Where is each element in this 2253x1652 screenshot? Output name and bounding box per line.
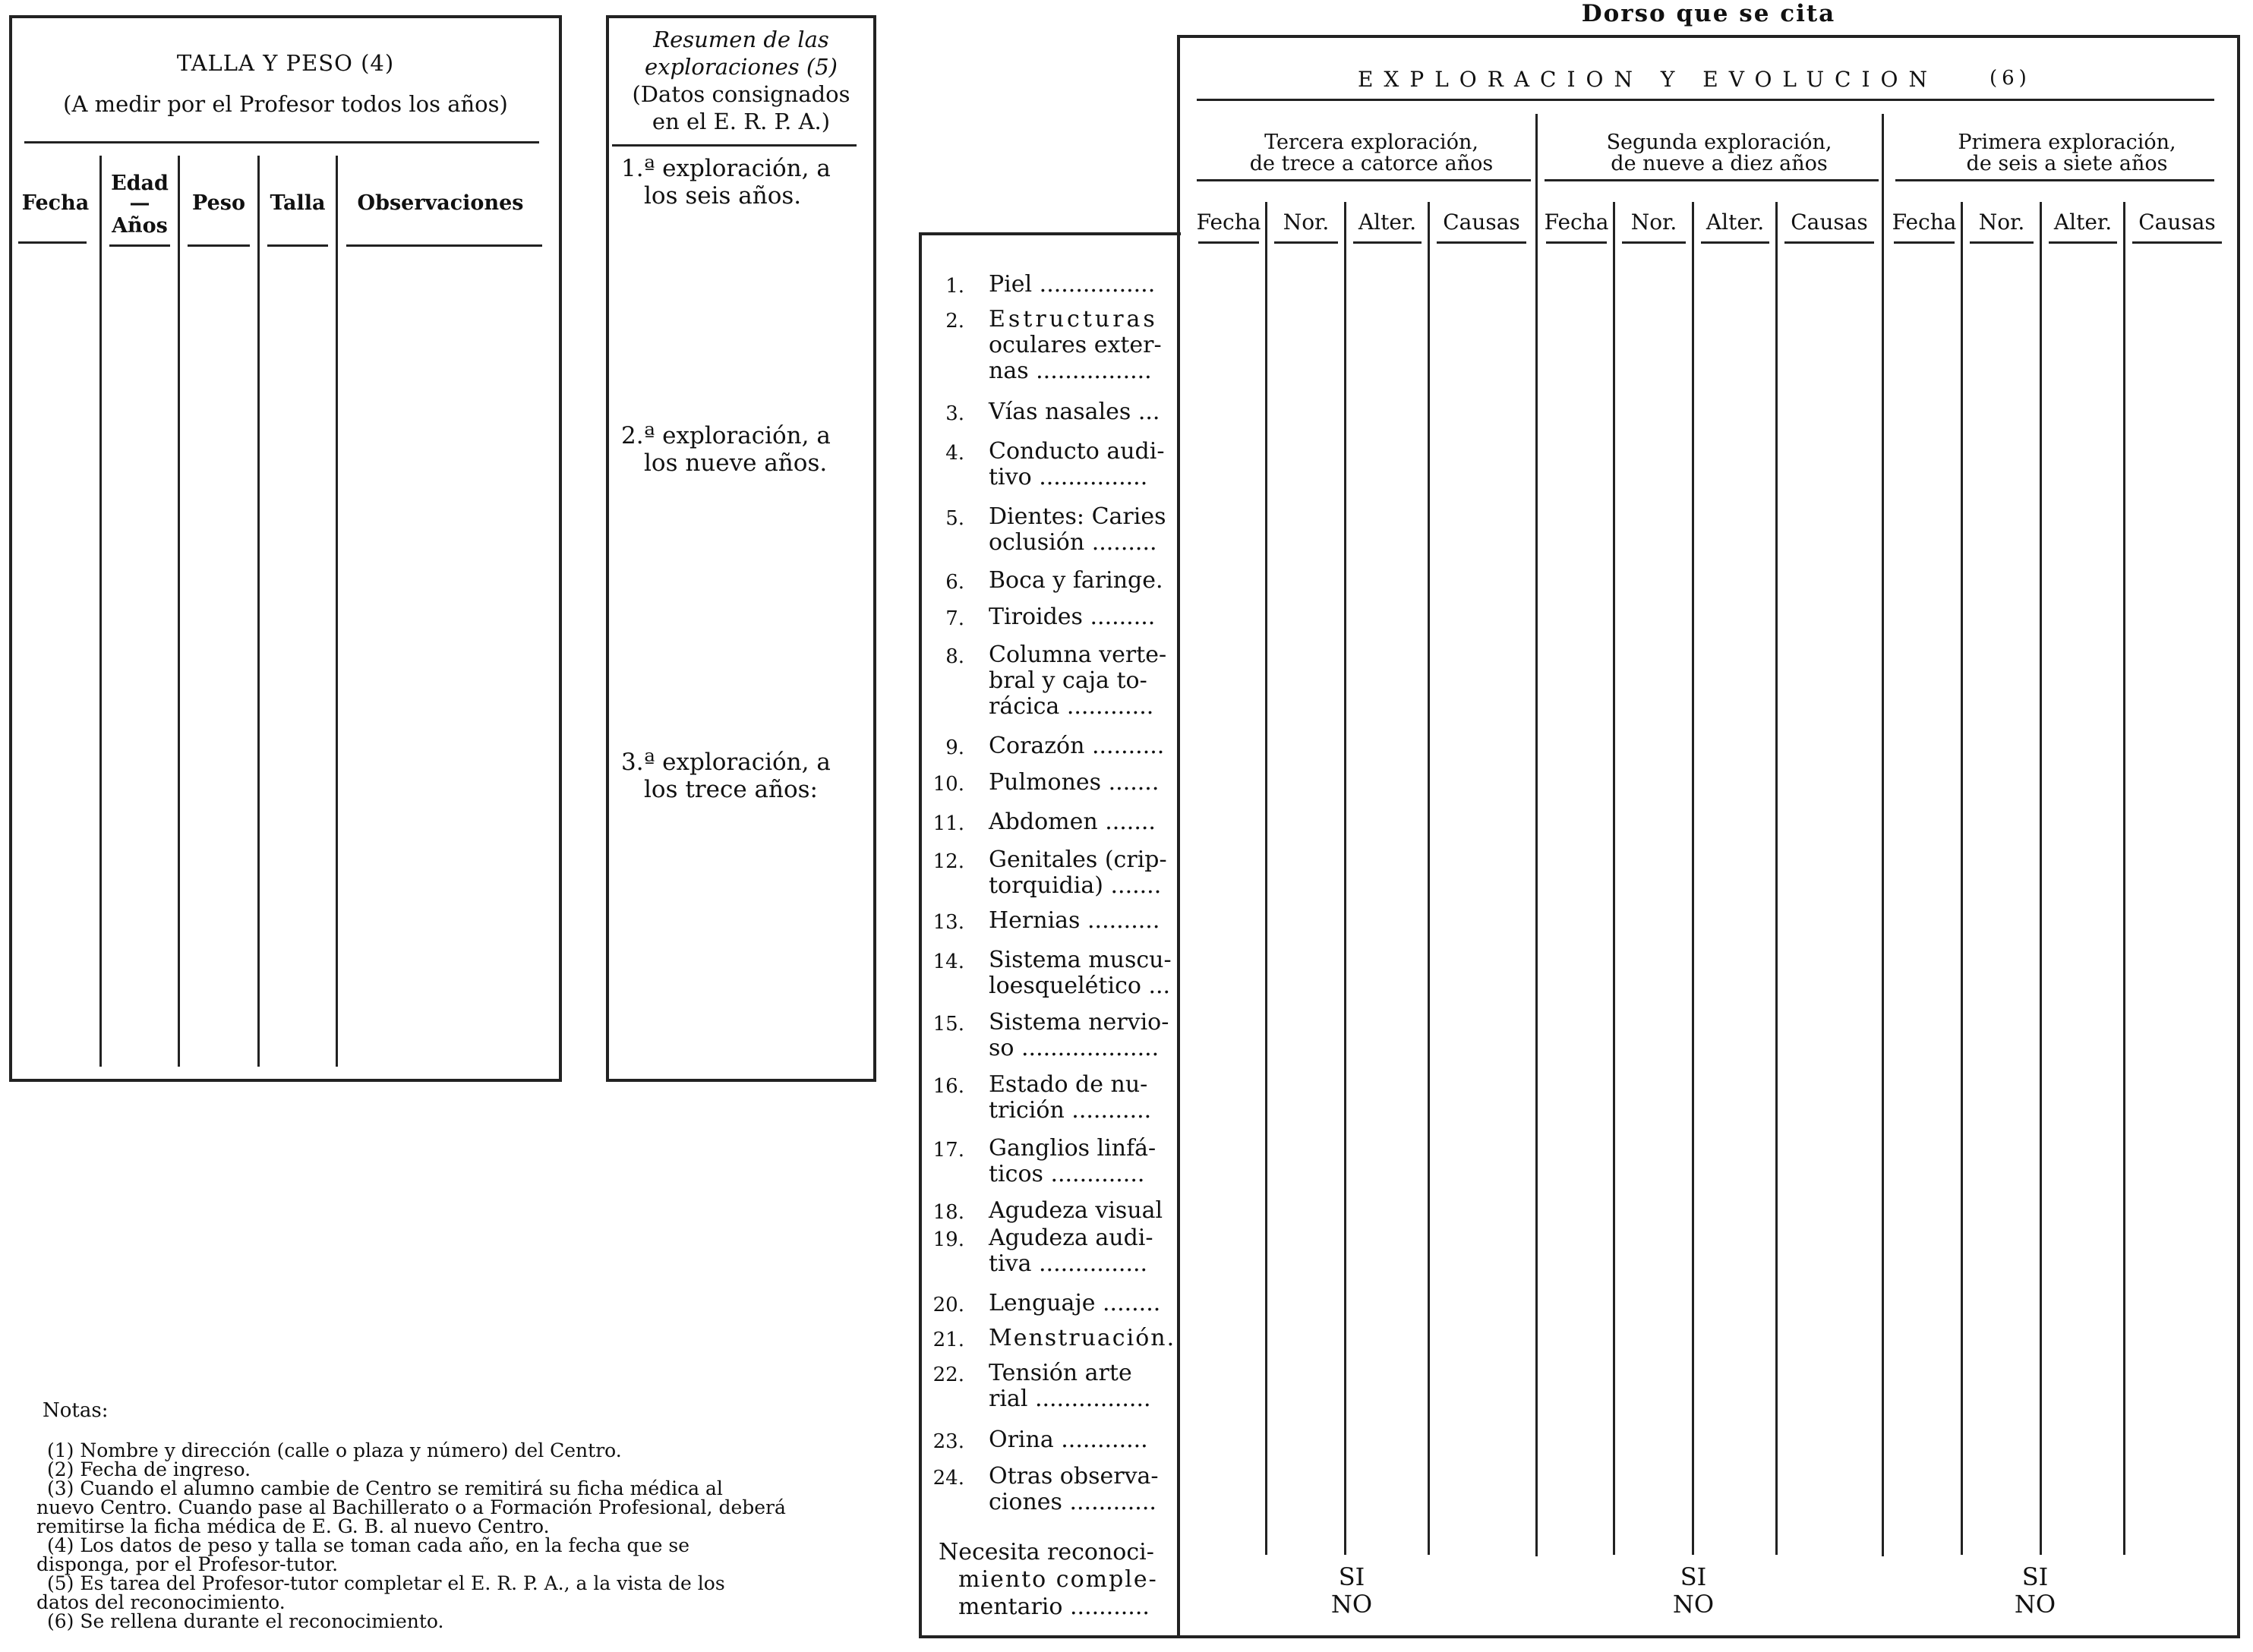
- group-sep: [1882, 114, 1884, 1556]
- col-sep: [1692, 202, 1694, 1555]
- notas-list: [36, 1441, 887, 1631]
- item-label: nas ................: [989, 358, 1152, 384]
- item-label: loesquelético ...: [989, 973, 1171, 999]
- item-label: Conducto audi-: [989, 438, 1165, 465]
- col-sep: [1428, 202, 1430, 1555]
- col-underline: [346, 244, 542, 247]
- col-underline: [267, 244, 328, 247]
- col-header-underline: [1784, 241, 1874, 244]
- group-rule: [1197, 179, 1531, 181]
- item-label: oclusión .........: [989, 529, 1157, 556]
- nota-line: (2) Fecha de ingreso.: [47, 1458, 251, 1480]
- item-number: 11.: [932, 812, 964, 835]
- talla-peso-box: [9, 15, 562, 1082]
- item-label: tivo ...............: [989, 464, 1148, 490]
- item-label: torquidia) .......: [989, 872, 1162, 899]
- resumen-item-3-b: los trece años:: [644, 776, 818, 803]
- nota-line: (1) Nombre y dirección (calle o plaza y número) del Centro.: [47, 1439, 622, 1461]
- notas-title: Notas:: [43, 1399, 109, 1422]
- item-label: Columna verte-: [989, 642, 1167, 668]
- resumen-item-1-b: los seis años.: [644, 182, 802, 210]
- col-header-underline: [1546, 241, 1607, 244]
- item-number: 13.: [932, 911, 964, 934]
- item-label: Tiroides .........: [989, 604, 1156, 630]
- group-tercera-2: de trece a catorce años: [1249, 152, 1494, 175]
- col-fecha: Fecha: [21, 191, 90, 215]
- col-header-underline: [2049, 241, 2117, 244]
- item-label: Boca y faringe.: [989, 567, 1163, 594]
- resumen-item-3-a: 3.ª exploración, a: [621, 749, 831, 776]
- col-header-underline: [1353, 241, 1422, 244]
- resumen-header-rule: [612, 144, 857, 147]
- item-number: 16.: [932, 1075, 964, 1098]
- item-number: 2.: [945, 310, 964, 333]
- col-header-alter: Alter.: [2053, 210, 2113, 235]
- resumen-item-2-a: 2.ª exploración, a: [621, 422, 831, 449]
- col-observaciones: Observaciones: [357, 191, 524, 215]
- nota-line: (4) Los datos de peso y talla se toman cada año, en la fecha que se: [47, 1534, 690, 1556]
- col-header-causas: Causas: [1443, 210, 1520, 235]
- item-label: Agudeza audi-: [989, 1225, 1153, 1251]
- col-header-underline: [1701, 241, 1769, 244]
- group-rule: [1895, 179, 2214, 181]
- resumen-header-3: (Datos consignados: [632, 81, 850, 107]
- nota-line: (6) Se rellena durante el reconocimiento.: [47, 1610, 444, 1632]
- group-segunda-2: de nueve a diez años: [1611, 152, 1828, 175]
- item-number: 24.: [932, 1467, 964, 1490]
- item-label: Otras observa-: [989, 1463, 1159, 1490]
- necesita-line-3: mentario ...........: [958, 1594, 1150, 1620]
- col-peso: Peso: [192, 191, 245, 215]
- item-number: 9.: [945, 736, 964, 759]
- group-primera-1: Primera exploración,: [1958, 131, 2176, 154]
- item-label: Lenguaje ........: [989, 1290, 1161, 1316]
- dorso-bottom-rule: [919, 1635, 2240, 1638]
- no-segunda: NO: [1672, 1590, 1715, 1619]
- col-talla: Talla: [270, 191, 326, 215]
- col-sep: [1613, 202, 1615, 1555]
- resumen-header-1: Resumen de las: [653, 27, 829, 52]
- resumen-header-2: exploraciones (5): [645, 54, 838, 80]
- col-header-underline: [1437, 241, 1526, 244]
- item-label: Pulmones .......: [989, 769, 1160, 796]
- item-label: rácica ............: [989, 693, 1154, 720]
- item-label: Piel ................: [989, 271, 1156, 298]
- item-number: 12.: [932, 850, 964, 873]
- col-header-causas: Causas: [1791, 210, 1868, 235]
- dorso-title: EXPLORACION Y EVOLUCION: [1357, 67, 1938, 92]
- item-number: 10.: [932, 773, 964, 796]
- col-sep: [1344, 202, 1346, 1555]
- col-sep: [1775, 202, 1778, 1555]
- col-sep: [1961, 202, 1963, 1555]
- col-header-nor: Nor.: [1630, 210, 1677, 235]
- item-number: 23.: [932, 1430, 964, 1453]
- item-number: 18.: [932, 1201, 964, 1224]
- item-label: Tensión arte: [989, 1360, 1132, 1386]
- col-header-underline: [1894, 241, 1955, 244]
- item-label: ciones ............: [989, 1489, 1156, 1515]
- item-number: 15.: [932, 1013, 964, 1036]
- col-header-underline: [1274, 241, 1338, 244]
- no-tercera: NO: [1330, 1590, 1373, 1619]
- col-anos: Años: [112, 214, 168, 238]
- item-label: Corazón ..........: [989, 733, 1165, 759]
- item-number: 17.: [932, 1139, 964, 1162]
- col-underline: [18, 241, 87, 244]
- group-primera-2: de seis a siete años: [1966, 152, 2168, 175]
- nota-line: nuevo Centro. Cuando pase al Bachillerato o a Formación Profesional, deberá: [36, 1496, 786, 1518]
- group-tercera-1: Tercera exploración,: [1264, 131, 1478, 154]
- col-header-underline: [2132, 241, 2222, 244]
- col-header-alter: Alter.: [1706, 210, 1765, 235]
- necesita-line-2: miento comple-: [958, 1566, 1158, 1593]
- item-number: 8.: [945, 645, 964, 668]
- col-underline: [188, 244, 250, 247]
- talla-peso-header-rule: [24, 141, 539, 143]
- group-segunda-1: Segunda exploración,: [1606, 131, 1832, 154]
- col-sep: [1265, 202, 1267, 1555]
- talla-col-sep: [257, 156, 260, 1067]
- nota-line: (3) Cuando el alumno cambie de Centro se remitirá su ficha médica al: [47, 1477, 723, 1499]
- item-label: trición ...........: [989, 1097, 1152, 1124]
- talla-peso-subtitle: (A medir por el Profesor todos los años): [63, 91, 508, 117]
- col-header-fecha: Fecha: [1544, 210, 1609, 235]
- col-edad-dash: —: [129, 191, 150, 215]
- si-tercera: SI: [1338, 1562, 1365, 1591]
- item-number: 20.: [932, 1294, 964, 1316]
- dorso-frame: [1177, 35, 2240, 1638]
- resumen-item-2-b: los nueve años.: [644, 449, 828, 477]
- si-primera: SI: [2021, 1562, 2049, 1591]
- item-number: 6.: [945, 571, 964, 594]
- item-number: 1.: [945, 275, 964, 298]
- col-header-underline: [1622, 241, 1686, 244]
- item-label: Menstruación.: [989, 1325, 1176, 1351]
- item-label: Orina ............: [989, 1427, 1148, 1453]
- resumen-header-4: en el E. R. P. A.): [652, 109, 831, 134]
- no-primera: NO: [2014, 1590, 2056, 1619]
- item-number: 21.: [932, 1329, 964, 1351]
- item-number: 14.: [932, 951, 964, 973]
- col-header-underline: [1970, 241, 2034, 244]
- item-number: 4.: [945, 442, 964, 465]
- item-label: ticos .............: [989, 1161, 1145, 1187]
- item-label: tiva ...............: [989, 1250, 1148, 1277]
- si-segunda: SI: [1680, 1562, 1707, 1591]
- col-header-causas: Causas: [2138, 210, 2216, 235]
- col-sep: [2040, 202, 2042, 1555]
- col-header-nor: Nor.: [1978, 210, 2025, 235]
- group-sep: [1535, 114, 1538, 1556]
- item-label: Abdomen .......: [989, 809, 1156, 835]
- item-label: Estructuras: [989, 306, 1158, 333]
- dorso-title-rule: [1197, 99, 2214, 101]
- talla-col-sep: [178, 156, 180, 1067]
- item-label: rial ................: [989, 1386, 1151, 1412]
- dorso-heading: Dorso que se cita: [1581, 0, 1836, 27]
- item-label: so ...................: [989, 1035, 1160, 1061]
- col-header-nor: Nor.: [1283, 210, 1330, 235]
- item-label: oculares exter-: [989, 332, 1162, 358]
- col-header-alter: Alter.: [1358, 210, 1417, 235]
- item-label: Hernias ..........: [989, 907, 1160, 934]
- nota-line: datos del reconocimiento.: [36, 1591, 286, 1613]
- group-rule: [1545, 179, 1879, 181]
- talla-peso-title: TALLA Y PESO (4): [176, 50, 395, 76]
- item-number: 5.: [945, 507, 964, 530]
- item-number: 22.: [932, 1364, 964, 1386]
- item-label: Ganglios linfá-: [989, 1135, 1156, 1162]
- item-label: Estado de nu-: [989, 1071, 1148, 1098]
- col-header-fecha: Fecha: [1196, 210, 1261, 235]
- item-label: Genitales (crip-: [989, 846, 1167, 873]
- resumen-item-1-a: 1.ª exploración, a: [621, 155, 831, 182]
- col-sep: [2123, 202, 2125, 1555]
- item-number: 19.: [932, 1228, 964, 1251]
- col-underline: [109, 244, 170, 247]
- item-label: Dientes: Caries: [989, 503, 1166, 530]
- item-label: Sistema nervio-: [989, 1009, 1169, 1036]
- item-number: 3.: [945, 402, 964, 425]
- item-label: bral y caja to-: [989, 667, 1147, 694]
- item-label: Agudeza visual: [989, 1197, 1163, 1224]
- col-header-underline: [1198, 241, 1259, 244]
- talla-col-sep: [99, 156, 102, 1067]
- necesita-line-1: Necesita reconoci-: [939, 1539, 1154, 1565]
- dorso-title-ref: (6): [1990, 67, 2031, 90]
- nota-line: disponga, por el Profesor-tutor.: [36, 1553, 339, 1575]
- item-label: Sistema muscu-: [989, 947, 1172, 973]
- nota-line: remitirse la ficha médica de E. G. B. al nuevo Centro.: [36, 1515, 550, 1537]
- col-header-fecha: Fecha: [1892, 210, 1957, 235]
- item-label: Vías nasales ...: [989, 399, 1160, 425]
- nota-line: (5) Es tarea del Profesor-tutor completar el E. R. P. A., a la vista de los: [47, 1572, 725, 1594]
- item-number: 7.: [945, 607, 964, 630]
- talla-col-sep: [336, 156, 338, 1067]
- col-edad: Edad: [111, 172, 169, 195]
